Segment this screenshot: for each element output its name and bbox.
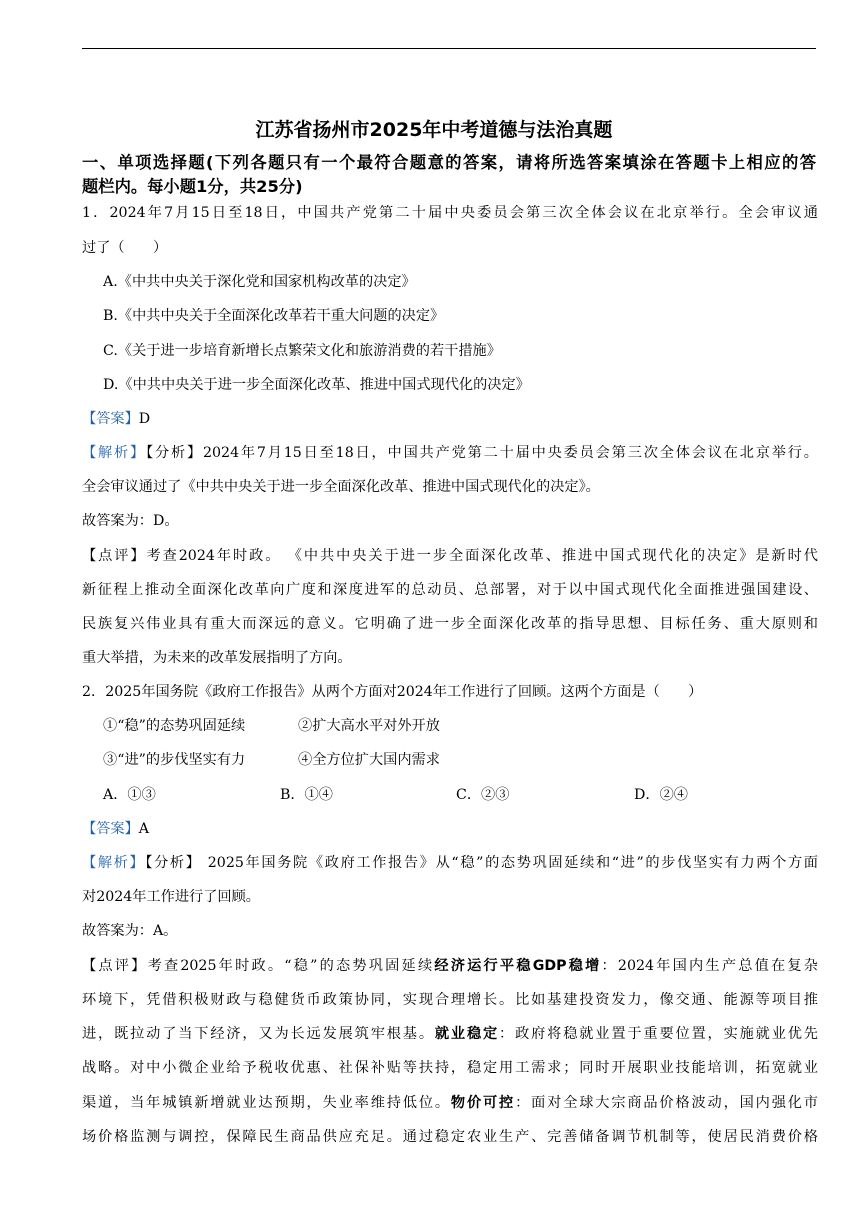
q1-stem-line-2: 过了（ ）	[82, 240, 168, 256]
q2-analysis-line-1	[82, 853, 818, 873]
q2-comment-line-4: 战略。对中小微企业给予税收优惠、社保补贴等扶持，稳定用工需求；同时开展职业技能培训，拓宽就业	[82, 1060, 818, 1076]
q2-item-3: ③“进”的步伐坚实有力	[103, 752, 246, 768]
q2-comment-line-6: 场价格监测与调控，保障民生商品供应充足。通过稳定农业生产、完善储备调节机制等，使居民消费价格	[82, 1129, 818, 1145]
q2-analysis-text-1: 2025年国务院《政府工作报告》从“稳”的态势巩固延续和“进”的步伐坚实有力两个方面	[201, 855, 818, 871]
q2-answer-value: A	[138, 821, 150, 837]
q1-comment-line-1	[82, 546, 818, 566]
q1-comment-text-1: 考查2024年时政。 《中共中央关于进一步全面深化改革、推进中国式现代化的决定》是新时代	[146, 548, 818, 564]
analysis-tag: 【解析】	[82, 445, 147, 461]
q2-comment-line-3	[82, 1024, 818, 1044]
q2-option-a: A．①③	[103, 787, 156, 803]
q2-comment-text-3a: 进，既拉动了当下经济，又为长远发展筑牢根基。	[82, 1026, 435, 1042]
q2-option-c: C．②③	[456, 787, 510, 803]
comment-tag: 【点评】	[82, 548, 147, 564]
analysis-tag: 【解析】	[82, 855, 146, 871]
q2-option-b: B．①④	[280, 787, 333, 803]
q1-option-a: A.《中共中央关于深化党和国家机构改革的决定》	[103, 274, 416, 290]
q1-analysis-line-1	[82, 443, 818, 463]
q1-comment-line-2: 新征程上推动全面深化改革向广度和深度进军的总动员、总部署，对于以中国式现代化全面推进强国建设、	[82, 582, 818, 598]
q2-item-4: ④全方位扩大国内需求	[298, 752, 440, 768]
answer-tag: 【答案】	[82, 411, 139, 427]
q1-answer	[82, 409, 818, 429]
q2-comment-line-2: 环境下，凭借积极财政与稳健货币政策协同，实现合理增长。比如基建投资发力，像交通、能源等项目推	[82, 992, 818, 1008]
page-title: 江苏省扬州市2025年中考道德与法治真题	[255, 119, 613, 141]
q2-conclusion: 故答案为：A。	[82, 923, 178, 939]
q2-stem: 2．2025年国务院《政府工作报告》从两个方面对2024年工作进行了回顾。这两个方面是（ ）	[82, 684, 703, 700]
q2-comment-text-3c: ：政府将稳就业置于重要位置，实施就业优先	[499, 1026, 818, 1042]
header-rule	[82, 48, 816, 49]
q1-analysis-line-2: 全会审议通过了《中共中央关于进一步全面深化改革、推进中国式现代化的决定》。	[82, 479, 600, 495]
section-heading	[82, 151, 816, 199]
q2-option-d: D．②④	[634, 787, 688, 803]
answer-tag: 【答案】	[82, 821, 139, 837]
q2-comment-bold-3: 就业稳定	[434, 1026, 500, 1042]
q1-stem-line-1: 1．2024年7月15日至18日，中国共产党第二十届中央委员会第三次全体会议在北京举行。全会审议通	[82, 205, 818, 221]
q1-comment-line-3: 民族复兴伟业具有重大而深远的意义。它明确了进一步全面深化改革的指导思想、目标任务、重大原则和	[82, 616, 818, 632]
q2-comment-text-1a: 考查2025年时政。“稳”的态势巩固延续	[147, 958, 435, 974]
q2-comment-text-5c: ：面对全球大宗商品价格波动，国内强化市	[515, 1095, 818, 1111]
q1-option-d: D.《中共中央关于进一步全面深化改革、推进中国式现代化的决定》	[103, 377, 530, 393]
section-heading-line-1: 一、单项选择题(下列各题只有一个最符合题意的答案，请将所选答案填涂在答题卡上相应的答	[82, 153, 816, 172]
q2-item-2: ②扩大高水平对外开放	[298, 718, 440, 734]
q1-comment-line-4: 重大举措，为未来的改革发展指明了方向。	[82, 650, 352, 666]
q1-option-b: B.《中共中央关于全面深化改革若干重大问题的决定》	[103, 308, 445, 324]
q2-comment-text-5a: 渠道，当年城镇新增就业达预期，失业率维持低位。	[82, 1095, 451, 1111]
q1-option-c: C.《关于进一步培育新增长点繁荣文化和旅游消费的若干措施》	[103, 343, 501, 359]
section-heading-line-2: 题栏内。每小题1分，共25分)	[82, 177, 303, 196]
q1-analysis-text-1: 2024年7月15日至18日，中国共产党第二十届中央委员会第三次全体会议在北京举行。	[202, 445, 818, 461]
q1-answer-value: D	[138, 411, 151, 427]
q2-answer	[82, 819, 818, 839]
q2-analysis-line-2: 对2024年工作进行了回顾。	[82, 889, 260, 905]
fenxi-tag: 【分析】	[145, 855, 202, 871]
q2-comment-bold-5: 物价可控	[450, 1095, 516, 1111]
comment-tag: 【点评】	[82, 958, 148, 974]
q2-item-1: ①“稳”的态势巩固延续	[103, 718, 246, 734]
q1-conclusion: 故答案为：D。	[82, 513, 179, 529]
fenxi-tag: 【分析】	[146, 445, 203, 461]
q2-comment-bold-1: 经济运行平稳GDP稳增	[434, 958, 602, 974]
q2-comment-text-1c: ：2024年国内生产总值在复杂	[601, 958, 818, 974]
q2-comment-line-1	[82, 956, 818, 976]
q2-comment-line-5	[82, 1093, 818, 1113]
